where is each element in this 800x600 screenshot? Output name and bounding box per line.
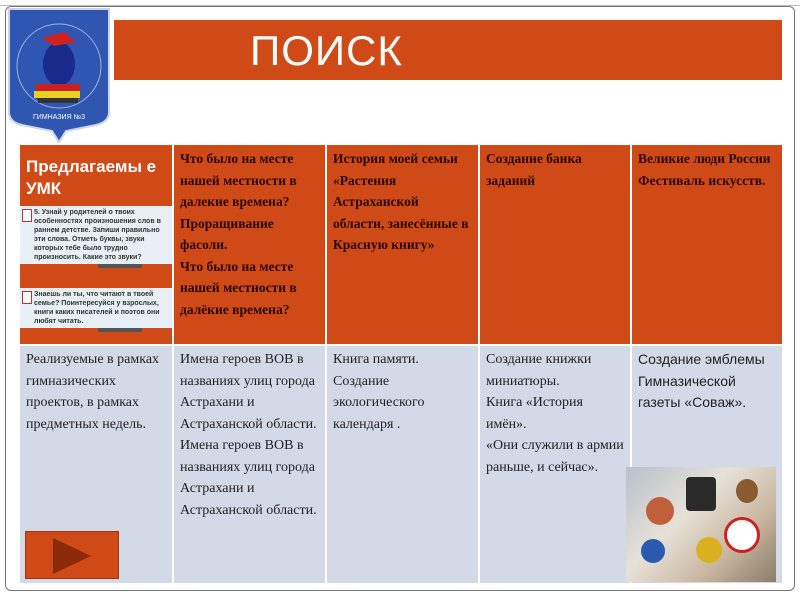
school-logo-icon bbox=[4, 4, 114, 144]
cell-line: Великие люди России bbox=[638, 151, 771, 166]
cell-line: Создание экологического календаря . bbox=[333, 373, 425, 432]
svg-text:ГИМНАЗИЯ №3: ГИМНАЗИЯ №3 bbox=[33, 114, 85, 121]
cell-line: Реализуемые в рамках гимназических проектов, в рамках предметных недель. bbox=[26, 352, 160, 432]
body-cell bbox=[326, 345, 479, 584]
cell-line: Книга памяти. bbox=[333, 352, 419, 367]
cell-line: «Они служили в армии раньше, и сейчас». bbox=[486, 438, 624, 475]
textbook-snippet-image bbox=[20, 288, 172, 328]
cell-line: «Растения Астраханской области, занесённые в Красную книгу» bbox=[333, 172, 469, 252]
header-cell bbox=[479, 144, 631, 345]
cell-line: Что было на месте нашей местности в далекие времена? bbox=[180, 151, 297, 209]
cell-line: История моей семьи bbox=[333, 151, 458, 166]
cell-line: Имена героев ВОВ в названиях улиц города Астрахани и Астраханской области. bbox=[180, 352, 317, 432]
cell-line: Фестиваль искусств. bbox=[638, 172, 766, 188]
cell-line: Создание эмблемы Гимназической газеты «Соваж». bbox=[638, 351, 765, 410]
cell-line: Что было на месте нашей местности в далёкие времена? bbox=[180, 258, 297, 317]
textbook-snippet-image bbox=[20, 206, 172, 264]
emblem-exhibition-photo bbox=[626, 467, 776, 582]
header-cell bbox=[631, 144, 783, 345]
snippet-text: 5. Узнай у родителей о твоих особенностях произношения слов в раннем детстве. Запиши правильно эти слова. Отметь буквы, звуки которых тебе было трудно произносить. Какие это звуки? bbox=[34, 209, 161, 261]
cell-line: Имена героев ВОВ в названиях улиц города Астрахани и Астраханской области. bbox=[180, 438, 317, 518]
cell-line: Проращивание фасоли. bbox=[180, 215, 274, 252]
header-cell-umk bbox=[19, 144, 173, 345]
next-slide-button[interactable] bbox=[25, 531, 119, 579]
slide-title: ПОИСК bbox=[250, 27, 403, 74]
table-header-row bbox=[19, 144, 783, 345]
cell-line: Книга «История имён». bbox=[486, 395, 583, 432]
title-bar bbox=[114, 20, 782, 80]
body-cell bbox=[173, 345, 326, 584]
cell-line: Создание книжки миниатюры. bbox=[486, 352, 592, 389]
header-cell bbox=[326, 144, 479, 345]
snippet-text: Знаешь ли ты, что читают в твоей семье? Поинтересуйся у взрослых, книги каких писателей и поэтов они любят читать. bbox=[34, 291, 160, 325]
cell-line: Создание банка заданий bbox=[486, 151, 582, 188]
body-cell bbox=[479, 345, 631, 584]
umk-heading: Предлагаемы е УМК bbox=[26, 157, 157, 198]
header-cell bbox=[173, 144, 326, 345]
